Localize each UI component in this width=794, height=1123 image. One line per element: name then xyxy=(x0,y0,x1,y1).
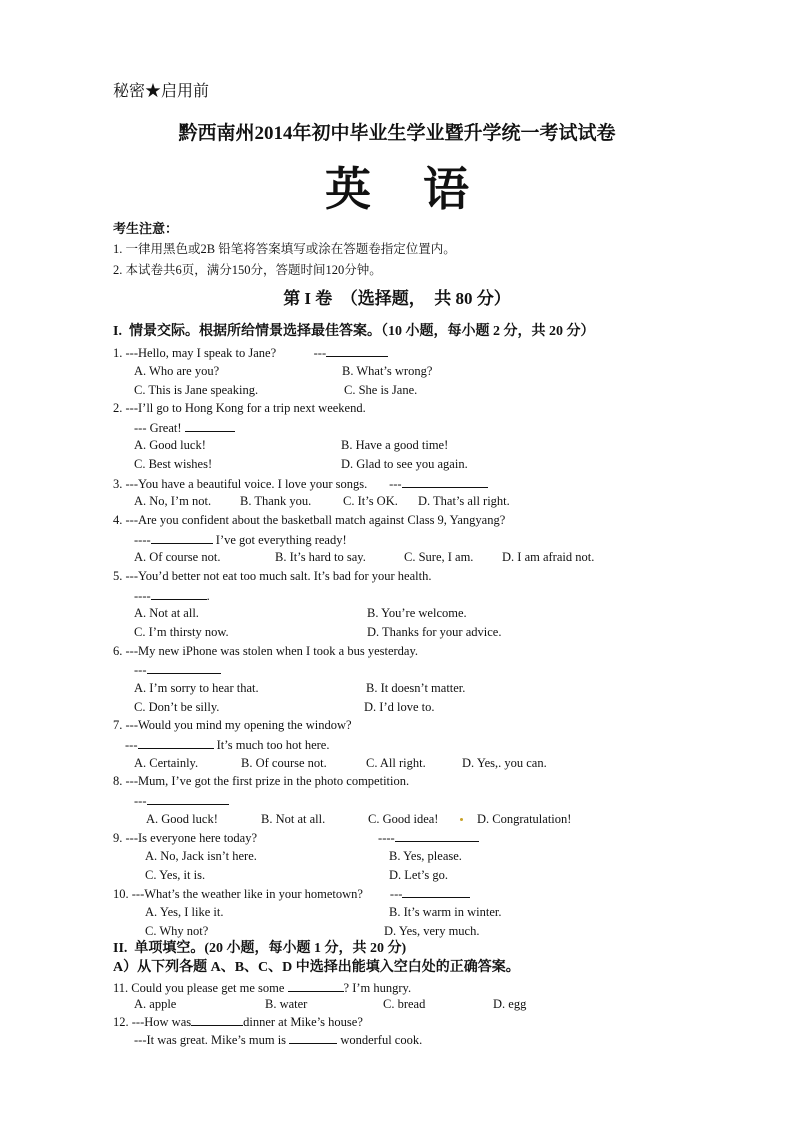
option-d[interactable]: D. Congratulation! xyxy=(477,812,572,826)
answer-blank[interactable] xyxy=(289,1031,337,1044)
option-c[interactable]: C. Best wishes! xyxy=(134,457,213,471)
option-d[interactable]: D. That’s all right. xyxy=(418,494,510,508)
option-d[interactable]: D. Let’s go. xyxy=(389,868,449,882)
option-c[interactable]: C. Don’t be silly. xyxy=(134,700,220,714)
answer-blank[interactable] xyxy=(326,344,388,357)
question-reply: --- It’s much too hot here. xyxy=(125,738,330,752)
subject-title: 英语 xyxy=(325,164,521,215)
option-b[interactable]: B. Not at all. xyxy=(261,812,326,826)
option-a[interactable]: A. Yes, I like it. xyxy=(145,905,224,919)
option-a[interactable]: A. Good luck! xyxy=(134,438,206,452)
notice-item: 1. 一律用黑色或2B 铅笔将答案填写或涂在答题卷指定位置内。 xyxy=(113,242,456,256)
option-a[interactable]: A. apple xyxy=(134,997,177,1011)
answer-blank[interactable] xyxy=(138,736,214,749)
answer-blank[interactable] xyxy=(151,587,207,600)
question-reply: ---It was great. Mike’s mum is wonderful cook. xyxy=(134,1033,423,1047)
option-b[interactable]: B. Have a good time! xyxy=(341,438,449,452)
question-stem: 12. ---How was dinner at Mike’s house? xyxy=(113,1015,363,1029)
answer-blank[interactable] xyxy=(147,661,221,674)
notice-heading: 考生注意： xyxy=(113,221,179,236)
answer-blank[interactable] xyxy=(185,419,235,432)
confidential-mark: 秘密★启用前 xyxy=(113,83,210,100)
section-two-subheading: A）从下列各题 A、B、C、D 中选择出能填入空白处的正确答案。 xyxy=(113,960,520,975)
question-stem: 11. Could you please get me some ? I’m hungry. xyxy=(113,981,412,995)
option-a[interactable]: A. Good luck! xyxy=(146,812,218,826)
option-b[interactable]: B. It’s warm in winter. xyxy=(389,905,502,919)
option-c[interactable]: C. I’m thirsty now. xyxy=(134,625,229,639)
option-b[interactable]: B. water xyxy=(265,997,308,1011)
option-a[interactable]: A. Not at all. xyxy=(134,606,199,620)
part-one-title: 第 I 卷 （选择题， 共 80 分） xyxy=(283,289,511,308)
option-a[interactable]: A. Certainly. xyxy=(134,756,199,770)
option-a[interactable]: A. No, I’m not. xyxy=(134,494,212,508)
option-d[interactable]: D. Thanks for your advice. xyxy=(367,625,502,639)
ink-dot xyxy=(460,818,463,821)
option-d[interactable]: D. Glad to see you again. xyxy=(341,457,468,471)
option-a[interactable]: A. No, Jack isn’t here. xyxy=(145,849,257,863)
option-c[interactable]: C. Yes, it is. xyxy=(145,868,206,882)
option-d[interactable]: D. Yes,. you can. xyxy=(462,756,547,770)
option-a[interactable]: A. Of course not. xyxy=(134,550,221,564)
option-b[interactable]: B. Yes, please. xyxy=(389,849,462,863)
answer-blank[interactable] xyxy=(151,531,213,544)
answer-blank[interactable] xyxy=(402,885,470,898)
option-b[interactable]: B. Thank you. xyxy=(240,494,312,508)
notice-item: 2. 本试卷共6页，满分150分，答题时间120分钟。 xyxy=(113,263,382,277)
question-stem: 6. ---My new iPhone was stolen when I took a bus yesterday. xyxy=(113,644,419,658)
option-a[interactable]: A. I’m sorry to hear that. xyxy=(134,681,259,695)
question-stem: 5. ---You’d better not eat too much salt. It’s bad for your health. xyxy=(113,569,432,583)
option-c[interactable]: C. All right. xyxy=(366,756,426,770)
question-stem: 1. ---Hello, may I speak to Jane? --- xyxy=(113,344,388,361)
option-c[interactable]: C. Why not? xyxy=(145,924,209,938)
option-c[interactable]: C. Sure, I am. xyxy=(404,550,474,564)
section-two-heading: II. 单项填空。(20 小题，每小题 1 分，共 20 分) xyxy=(113,941,407,956)
answer-blank[interactable] xyxy=(402,475,488,488)
question-stem: 7. ---Would you mind my opening the window? xyxy=(113,718,352,732)
answer-blank[interactable] xyxy=(147,792,229,805)
question-reply: --- xyxy=(134,792,229,809)
option-b[interactable]: B. It doesn’t matter. xyxy=(366,681,466,695)
option-b[interactable]: B. Of course not. xyxy=(241,756,327,770)
question-reply: ---- I’ve got everything ready! xyxy=(134,533,347,547)
option-c[interactable]: C. bread xyxy=(383,997,426,1011)
option-a[interactable]: A. Who are you? xyxy=(134,364,220,378)
exam-title: 黔西南州2014年初中毕业生学业暨升学统一考试试卷 xyxy=(178,123,616,144)
option-c[interactable]: C. This is Jane speaking. xyxy=(134,383,259,397)
question-stem: 2. ---I’ll go to Hong Kong for a trip next weekend. xyxy=(113,401,366,415)
question-stem: 4. ---Are you confident about the basketball match against Class 9, Yangyang? xyxy=(113,513,506,527)
answer-blank[interactable] xyxy=(288,979,344,992)
question-stem: 3. ---You have a beautiful voice. I love your songs. --- xyxy=(113,475,488,492)
option-d[interactable]: D. I’d love to. xyxy=(364,700,435,714)
option-c[interactable]: C. Good idea! xyxy=(368,812,439,826)
question-reply: --- Great! xyxy=(134,419,235,436)
question-stem: 9. ---Is everyone here today? ---- xyxy=(113,829,479,846)
question-stem: 8. ---Mum, I’ve got the first prize in the photo competition. xyxy=(113,774,410,788)
option-d[interactable]: D. egg xyxy=(493,997,527,1011)
option-b[interactable]: B. You’re welcome. xyxy=(367,606,467,620)
option-c[interactable]: C. It’s OK. xyxy=(343,494,398,508)
option-d[interactable]: D. Yes, very much. xyxy=(384,924,480,938)
option-b[interactable]: B. What’s wrong? xyxy=(342,364,433,378)
option-d[interactable]: D. I am afraid not. xyxy=(502,550,595,564)
answer-blank[interactable] xyxy=(191,1013,243,1026)
question-reply: --- xyxy=(134,661,221,678)
answer-blank[interactable] xyxy=(395,829,479,842)
question-reply: ---- . xyxy=(134,589,210,603)
section-one-heading: I. 情景交际。根据所给情景选择最佳答案。（10 小题，每小题 2 分，共 20 分） xyxy=(113,324,595,339)
option-b[interactable]: B. It’s hard to say. xyxy=(275,550,366,564)
question-stem: 10. ---What’s the weather like in your hometown? --- xyxy=(113,885,470,902)
option-d[interactable]: C. She is Jane. xyxy=(344,383,418,397)
